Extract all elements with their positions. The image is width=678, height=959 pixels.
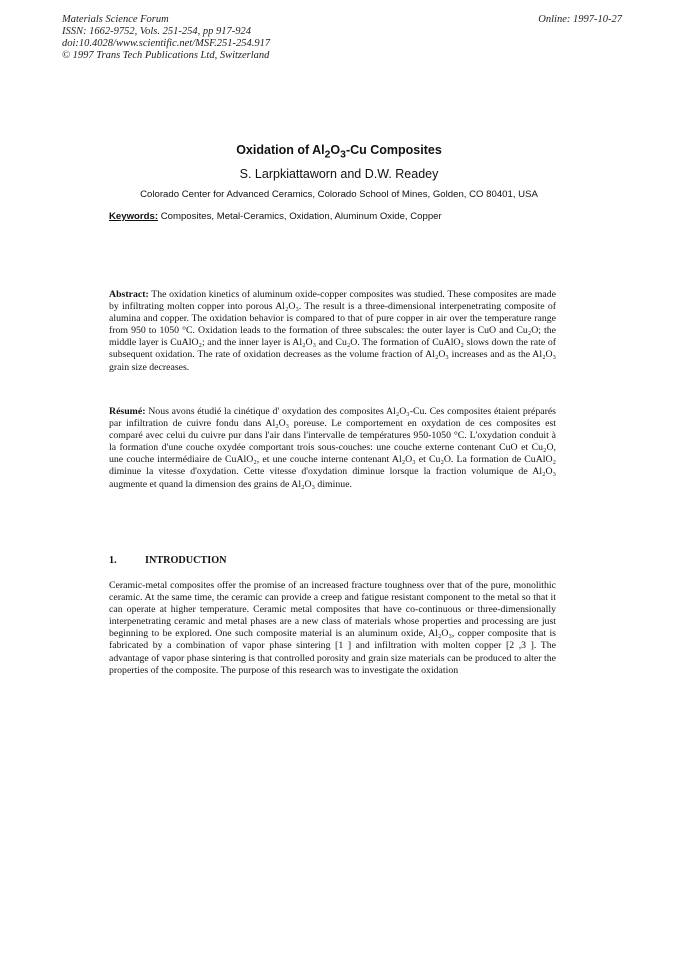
online-date: Online: 1997-10-27 [538, 14, 622, 25]
section-number: 1. [109, 555, 117, 566]
paper-title [0, 143, 678, 161]
abstract-text: The oxidation kinetics of aluminum oxide-copper composites was studied. These composites are made by infiltrating molten copper into porous Al₂O₃. The result is a three-dimensional interpenetrating composite of alumina and copper. The oxidation behavior is compared to that of pure copper in air over the temperature range from 950 to 1050 °C. Oxidation leads to the formation of three subscales: the outer layer is CuO and Cu₂O; the middle layer is CuAlO₂; and the inner layer is Al₂O₃ and Cu₂O. The formation of CuAlO₂ slows down the rate of subsequent oxidation. The rate of oxidation decreases as the volume fraction of Al₂O₃ increases and as the Al₂O₃ grain size decreases. [109, 289, 556, 373]
title-subscript-2: 2 [324, 149, 331, 161]
abstract [109, 289, 556, 374]
section-heading [109, 555, 227, 566]
resume-text: Nous avons étudié la cinétique d' oxydation des composites Al₂O₃-Cu. Ces composites étaient préparés par infiltration de cuivre fondu dans Al₂O₃ poreuse. Le comportement en oxydation de ces composites est comparé avec celui du cuivre pur dans l'air dans l'intervalle de températures 950-1050 °C. L'oxydation conduit à la formation d'une couche oxydée comportant trois sous-couches: une couche externe contenant CuO et Cu₂O, une couche intermédiaire de CuAlO₂, et une couche interne contenant Al₂O₃ et Cu₂O. La formation de CuAlO₂ diminue la vitesse d'oxydation. Cette vitesse d'oxydation diminue lorsque la fraction volumique de Al₂O₃ augmente et quand la dimension des grains de Al₂O₃ diminue. [109, 406, 556, 490]
doi-line[interactable]: doi:10.4028/www.scientific.net/MSF.251-254.917 [62, 38, 271, 49]
resume-label: Résumé: [109, 406, 146, 417]
affiliation: Colorado Center for Advanced Ceramics, Colorado School of Mines, Golden, CO 80401, USA [140, 189, 538, 200]
journal-header [62, 14, 622, 62]
title-mid: O [330, 143, 341, 157]
copyright-line: © 1997 Trans Tech Publications Ltd, Switzerland [62, 50, 270, 61]
section-title: INTRODUCTION [145, 555, 227, 566]
keywords-label: Keywords: [109, 211, 159, 222]
title-subscript-3: 3 [340, 149, 346, 161]
keywords [109, 211, 579, 222]
introduction-paragraph: Ceramic-metal composites offer the promise of an increased fracture toughness over that of the pure, monolithic ceramic. At the same time, the ceramic can provide a creep and fatigue resistant component to the metal so that it can operate at higher temperature. Ceramic metal composites that have co-continuous or three-dimensionally interpenetrating ceramic and metal phases are a new class of materials whose properties and processing are just beginning to be explored. One such composite material is an aluminum oxide, Al₂O₃, copper composite that is fabricated by a combination of vapor phase sintering [1 ] and infiltration with molten copper [2 ,3 ]. The advantage of vapor phase sintering is that controlled porosity and grain size materials can be produced to alter the properties of the composite. The purpose of this research was to investigate the oxidation [109, 580, 556, 676]
abstract-label: Abstract: [109, 289, 149, 300]
journal-name: Materials Science Forum [62, 14, 169, 25]
issn-line: ISSN: 1662-9752, Vols. 251-254, pp 917-924 [62, 26, 251, 37]
title-suffix: -Cu Composites [345, 143, 442, 157]
title-prefix: Oxidation of Al [236, 143, 325, 157]
authors: S. Larpkiattaworn and D.W. Readey [239, 167, 439, 181]
keywords-text: Composites, Metal-Ceramics, Oxidation, Aluminum Oxide, Copper [160, 211, 442, 222]
resume [109, 406, 556, 491]
